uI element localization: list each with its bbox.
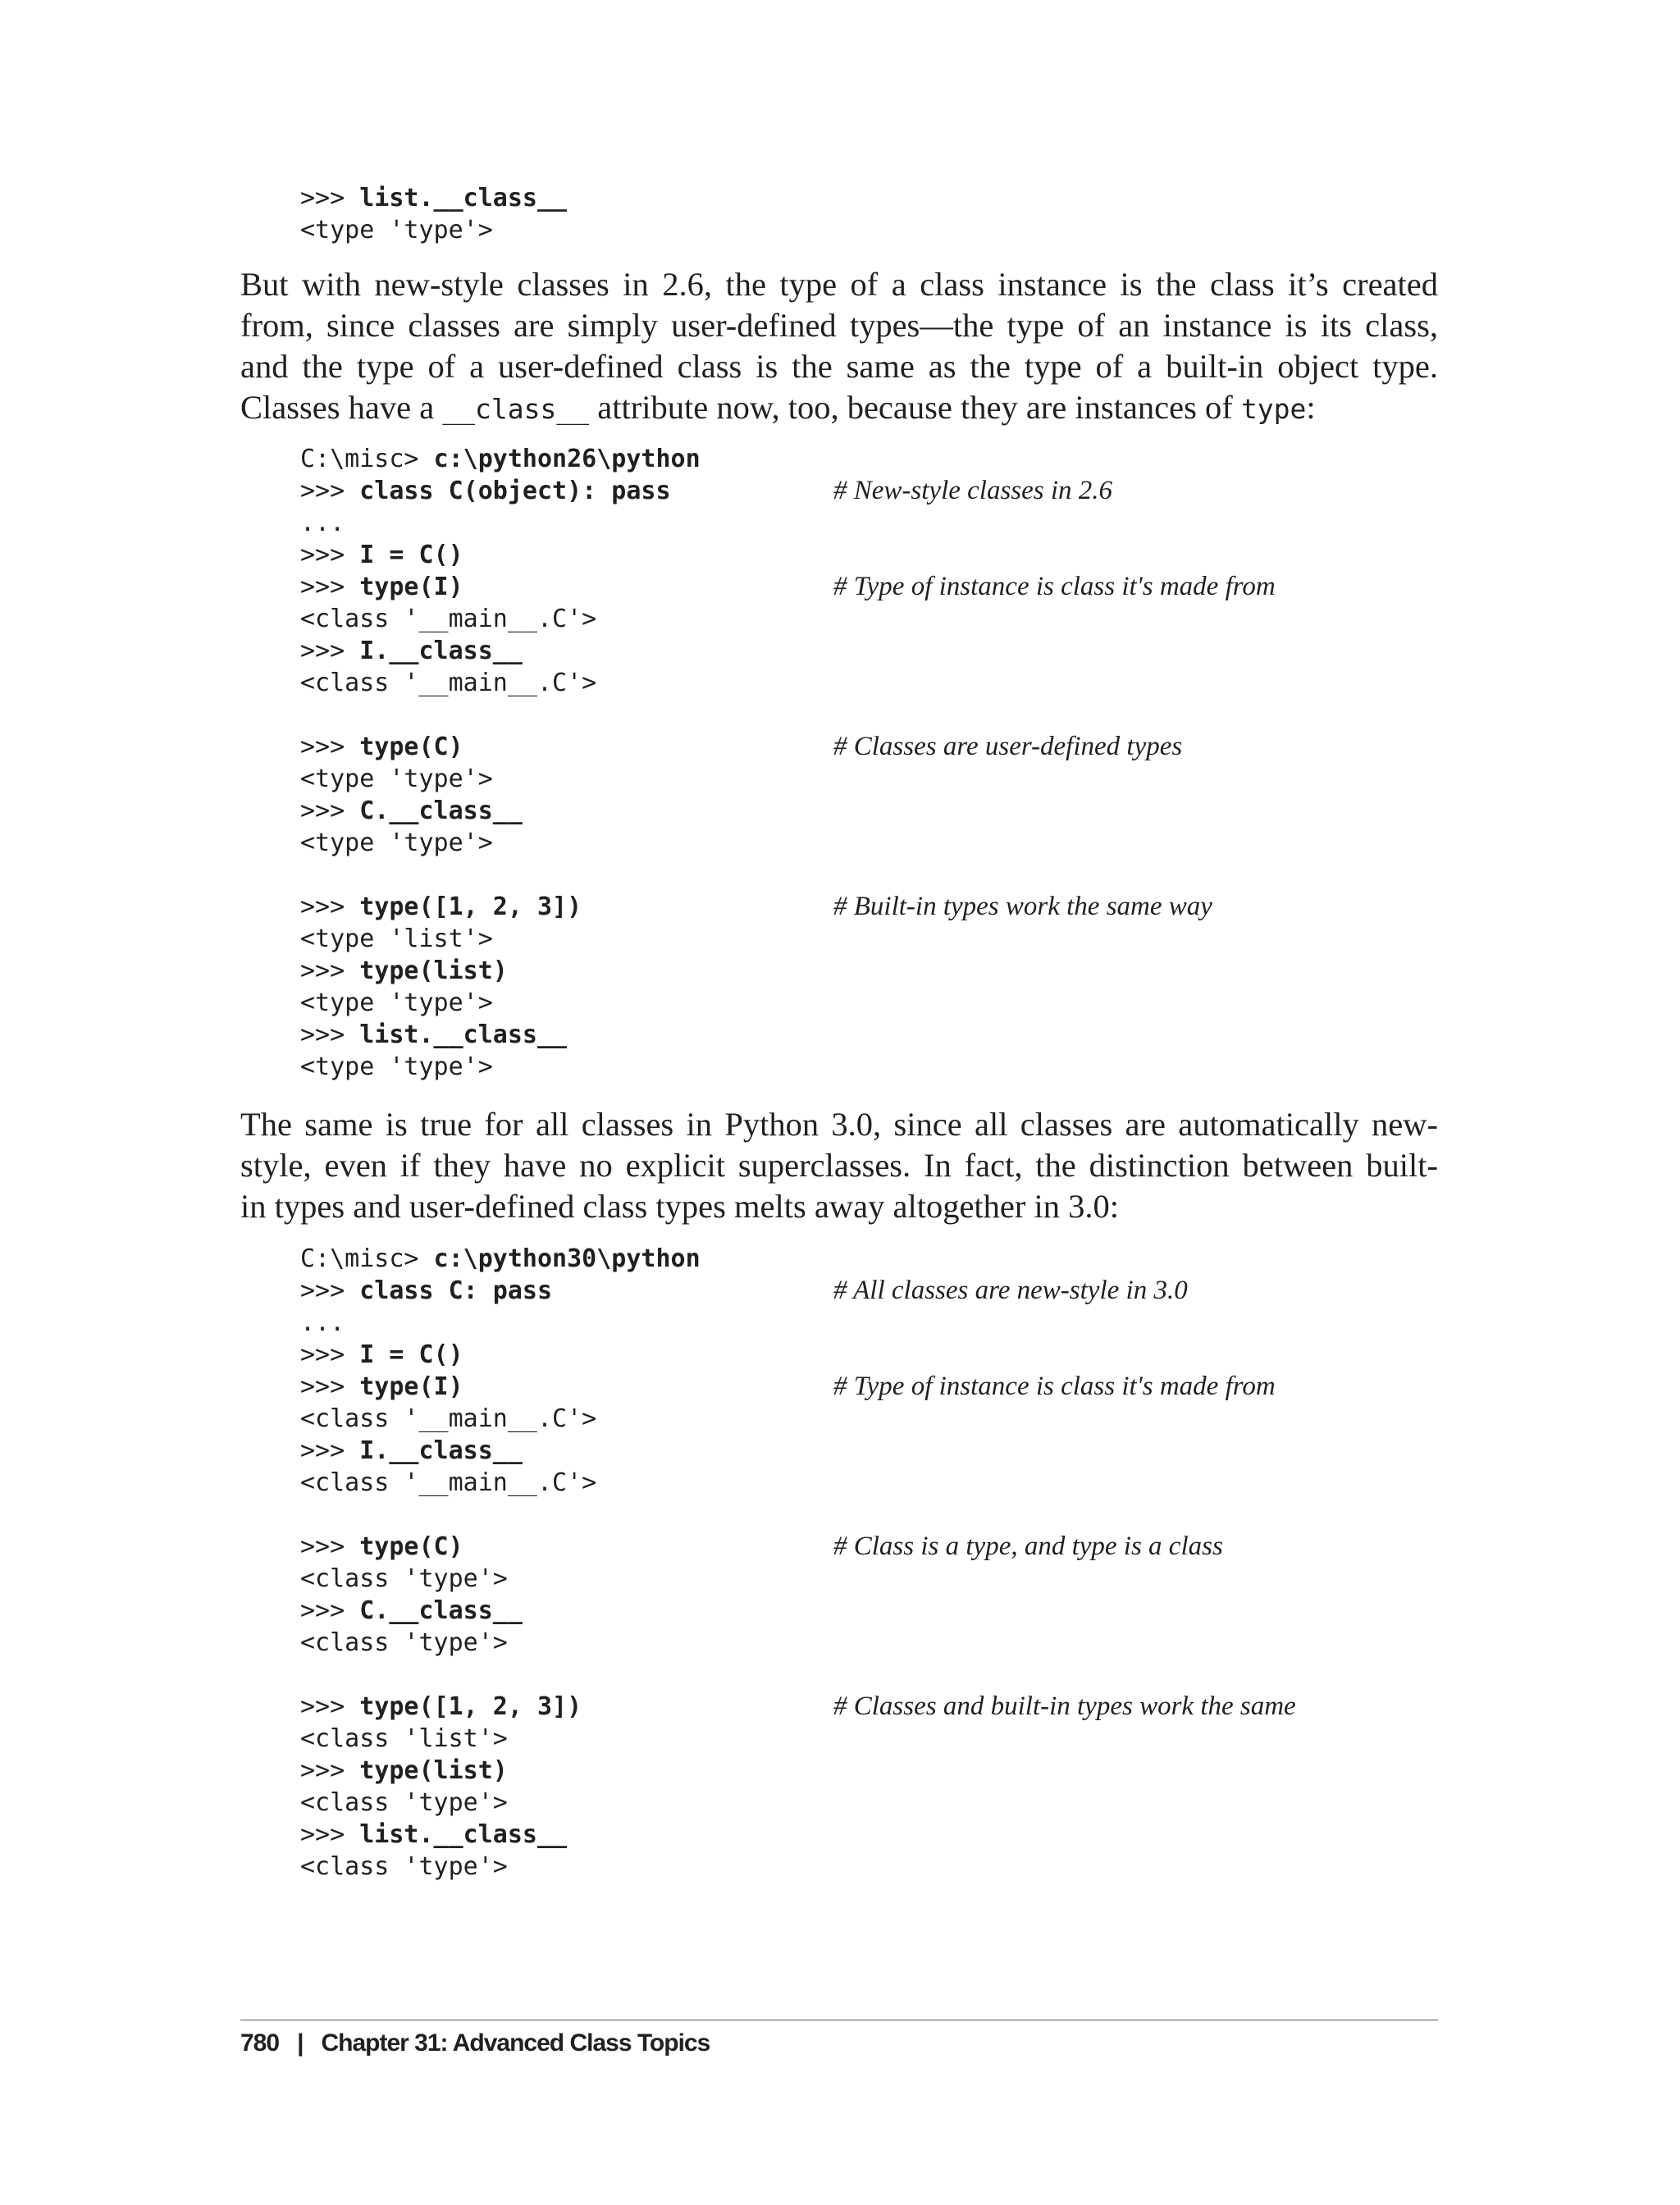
code-line (300, 1307, 701, 1339)
code-command: type(I) (359, 573, 463, 601)
code-command: type(I) (359, 1372, 463, 1401)
paragraph-line: But with new-style classes in 2.6, the type of a class instance is the class it’s created (240, 266, 1438, 303)
inline-code: __class__ (442, 393, 590, 425)
code-line (300, 1723, 701, 1755)
prompt: >>> (300, 797, 360, 825)
code-output: <type 'type'> (300, 988, 493, 1017)
code-line (300, 827, 701, 859)
code-line (300, 539, 701, 571)
code-line (300, 1499, 701, 1531)
code-command: list.__class__ (359, 184, 568, 212)
code-command: list.__class__ (359, 1820, 568, 1849)
code-line (300, 1627, 701, 1659)
code-command: type(list) (359, 956, 508, 985)
inline-code: type (1240, 393, 1307, 425)
prompt: >>> (300, 477, 360, 505)
code-line (300, 214, 567, 246)
code-line (300, 1531, 1223, 1563)
code-line (300, 1403, 701, 1435)
code-listing-python26 (300, 443, 1276, 1083)
prompt: >>> (300, 733, 360, 761)
code-line (300, 1691, 1296, 1723)
code-comment: # Class is a type, and type is a class (833, 1532, 1223, 1561)
code-line (300, 182, 567, 214)
footer-separator: | (297, 2029, 304, 2057)
code-line (300, 1467, 701, 1499)
prompt: >>> (300, 1020, 360, 1049)
code-output: <type 'type'> (300, 1052, 493, 1081)
code-output: C:\misc> (300, 1244, 434, 1273)
code-line (300, 1371, 1276, 1403)
text-run: Classes have a (240, 389, 443, 426)
code-command: list.__class__ (359, 1020, 568, 1049)
code-line (300, 987, 701, 1019)
prompt: >>> (300, 1820, 360, 1849)
code-line (300, 1595, 701, 1627)
code-line (300, 1243, 701, 1275)
text-run: : (1306, 389, 1316, 426)
code-command: I.__class__ (359, 637, 523, 665)
code-line (300, 699, 701, 731)
prompt: >>> (300, 892, 360, 921)
code-line (300, 731, 1183, 763)
prompt: >>> (300, 1596, 360, 1625)
code-line (300, 1563, 701, 1595)
paragraph-line: style, even if they have no explicit superclasses. In fact, the distinction between built- (240, 1147, 1438, 1184)
code-line (300, 507, 701, 539)
code-output: C:\misc> (300, 445, 434, 473)
code-command: class C(object): pass (359, 477, 671, 505)
code-comment: # Type of instance is class it's made from (833, 1372, 1276, 1401)
code-line (300, 635, 701, 667)
code-output: <type 'type'> (300, 216, 493, 244)
code-comment: # Type of instance is class it's made from (833, 572, 1276, 601)
code-output: <class '__main__.C'> (300, 1404, 597, 1433)
code-output: <class '__main__.C'> (300, 605, 597, 633)
paragraph-line: and the type of a user-defined class is the same as the type of a built-in object type. (240, 348, 1438, 385)
code-output: <class '__main__.C'> (300, 669, 597, 697)
code-line (300, 1275, 1188, 1307)
prompt: >>> (300, 1372, 360, 1401)
code-listing-top (300, 182, 567, 246)
prompt: >>> (300, 956, 360, 985)
paragraph-line: The same is true for all classes in Python 3.0, since all classes are automatically new- (240, 1106, 1438, 1143)
code-comment: # New-style classes in 2.6 (833, 476, 1113, 505)
code-output: <type 'list'> (300, 924, 493, 953)
code-line (300, 763, 701, 795)
prompt: >>> (300, 1276, 360, 1305)
code-line (300, 955, 701, 987)
paragraph-line: from, since classes are simply user-defined types—the type of an instance is its class, (240, 307, 1438, 344)
code-line (300, 1755, 701, 1787)
code-line (300, 1851, 701, 1883)
code-output: <type 'type'> (300, 829, 493, 857)
code-line (300, 1339, 701, 1371)
code-line (300, 859, 701, 891)
code-output: <class 'type'> (300, 1852, 508, 1881)
code-line (300, 1019, 701, 1051)
code-line (300, 1659, 701, 1691)
code-output: <class 'list'> (300, 1724, 508, 1753)
code-command: type([1, 2, 3]) (359, 1692, 582, 1721)
code-output: <class 'type'> (300, 1788, 508, 1817)
prompt: >>> (300, 1756, 360, 1785)
code-output: <class 'type'> (300, 1628, 508, 1657)
paragraph-line (240, 387, 1438, 430)
paragraph-line: in types and user-defined class types melts away altogether in 3.0: (240, 1188, 1120, 1225)
code-line (300, 571, 1276, 603)
code-output: <class 'type'> (300, 1564, 508, 1593)
code-command: type(list) (359, 1756, 508, 1785)
chapter-title: Chapter 31: Advanced Class Topics (321, 2029, 710, 2057)
code-line (300, 923, 701, 955)
code-comment: # All classes are new-style in 3.0 (833, 1276, 1188, 1305)
prompt: >>> (300, 541, 360, 569)
code-line (300, 667, 701, 699)
code-command: C.__class__ (359, 1596, 523, 1625)
code-command: I = C() (359, 1340, 463, 1369)
code-line (300, 1051, 701, 1083)
code-line (300, 443, 701, 475)
prompt: >>> (300, 637, 360, 665)
prompt: >>> (300, 1532, 360, 1561)
code-comment: # Classes are user-defined types (833, 732, 1183, 761)
code-listing-python30 (300, 1243, 1296, 1883)
code-line (300, 795, 701, 827)
code-output: <type 'type'> (300, 765, 493, 793)
code-command: I.__class__ (359, 1436, 523, 1465)
code-command: C.__class__ (359, 797, 523, 825)
page-footer (240, 2029, 710, 2057)
paragraph-python30 (240, 1104, 1438, 1227)
prompt: >>> (300, 184, 360, 212)
code-output: ... (300, 509, 345, 537)
code-line (300, 603, 701, 635)
code-output: <class '__main__.C'> (300, 1468, 597, 1497)
code-line (300, 891, 1212, 923)
prompt: >>> (300, 573, 360, 601)
code-command: class C: pass (359, 1276, 553, 1305)
text-run: attribute now, too, because they are instances of (589, 389, 1241, 426)
prompt: >>> (300, 1340, 360, 1369)
code-command: c:\python26\python (433, 445, 701, 473)
code-command: type(C) (359, 733, 463, 761)
code-comment: # Built-in types work the same way (833, 892, 1212, 921)
prompt: >>> (300, 1692, 360, 1721)
code-line (300, 475, 1113, 507)
code-line (300, 1787, 701, 1819)
code-command: I = C() (359, 541, 463, 569)
prompt: >>> (300, 1436, 360, 1465)
code-command: type(C) (359, 1532, 463, 1561)
code-command: c:\python30\python (433, 1244, 701, 1273)
code-output: ... (300, 1308, 345, 1337)
code-line (300, 1819, 701, 1851)
page-number: 780 (240, 2029, 280, 2057)
code-comment: # Classes and built-in types work the same (833, 1691, 1296, 1721)
code-command: type([1, 2, 3]) (359, 892, 582, 921)
code-line (300, 1435, 701, 1467)
paragraph-new-style-classes (240, 264, 1438, 430)
